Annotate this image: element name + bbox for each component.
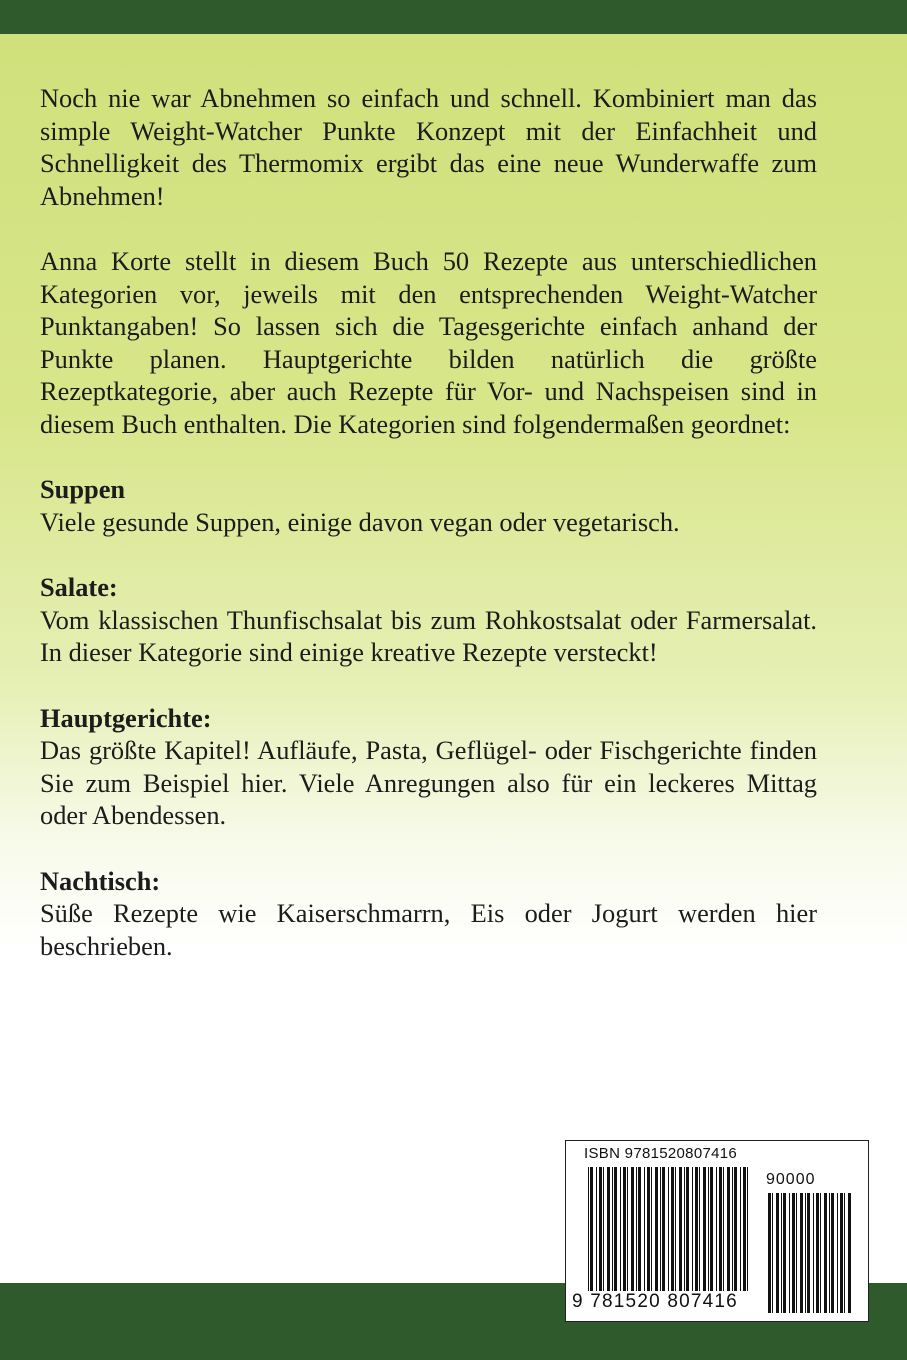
barcode-bar [662, 1167, 665, 1291]
barcode-bar [614, 1167, 617, 1291]
barcode-bar [829, 1193, 830, 1313]
barcode-bar [612, 1167, 613, 1291]
barcode-bar [686, 1167, 689, 1291]
barcode-bar [800, 1193, 803, 1313]
barcode-bar [603, 1167, 604, 1291]
barcode-bar [781, 1193, 782, 1313]
barcode-bar [848, 1193, 851, 1313]
barcode-bar [740, 1167, 741, 1291]
barcode-bar [719, 1167, 722, 1291]
barcode-bar [660, 1167, 661, 1291]
barcode-bar [638, 1167, 641, 1291]
back-cover-text [40, 82, 817, 995]
barcode-bar [824, 1193, 827, 1313]
barcode-bar [831, 1193, 834, 1313]
barcode-bar [807, 1193, 810, 1313]
barcode-bar [816, 1193, 819, 1313]
barcode-bar [723, 1167, 724, 1291]
barcode-bar [820, 1193, 821, 1313]
category-description: Vom klassischen Thunfischsalat bis zum Rohkostsalat oder Farmersalat. In dieser Kategorie sind einige kreative Rezepte versteckt! [40, 604, 817, 667]
barcode-bar [727, 1167, 730, 1291]
barcode-bar [671, 1167, 674, 1291]
category-salate [40, 571, 817, 669]
barcode-bar [789, 1193, 790, 1313]
barcode-bar [708, 1167, 709, 1291]
isbn-barcode [565, 1140, 869, 1322]
category-hauptgerichte [40, 702, 817, 832]
category-nachtisch [40, 865, 817, 963]
barcode-bar [692, 1167, 693, 1291]
barcode-bar [840, 1193, 843, 1313]
barcode-bar [623, 1167, 626, 1291]
top-band [0, 0, 907, 34]
barcode-bar [743, 1167, 746, 1291]
isbn-label: ISBN 9781520807416 [584, 1145, 738, 1162]
category-description: Süße Rezepte wie Kaiserschmarrn, Eis oder Jogurt werden hier beschrieben. [40, 898, 817, 961]
category-description: Das größte Kapitel! Aufläufe, Pasta, Geflügel- oder Fischgerichte finden Sie zum Beispiel hier. Viele Anregungen also für ein leckeres Mittag oder Abendessen. [40, 735, 817, 830]
barcode-bar [768, 1193, 771, 1313]
barcode-bar [710, 1167, 713, 1291]
barcode-bar [813, 1193, 814, 1313]
barcode-bar [783, 1193, 786, 1313]
barcode-bar [627, 1167, 628, 1291]
barcode-bar [699, 1167, 700, 1291]
price-code: 90000 [766, 1171, 816, 1188]
barcode-bar [599, 1167, 602, 1291]
category-suppen [40, 473, 817, 538]
barcode-bar [684, 1167, 685, 1291]
barcode-bar [747, 1167, 748, 1291]
barcode-bar [716, 1167, 717, 1291]
category-heading: Salate: [40, 572, 118, 602]
barcode-bar [607, 1167, 610, 1291]
barcode-bar [695, 1167, 698, 1291]
barcode-bar [679, 1167, 682, 1291]
category-heading: Suppen [40, 474, 126, 504]
barcode-bar [675, 1167, 676, 1291]
barcode-bar [655, 1167, 658, 1291]
category-description: Viele gesunde Suppen, einige davon vegan oder vegetarisch. [40, 506, 680, 537]
barcode-bar [636, 1167, 637, 1291]
barcode-bar [596, 1167, 597, 1291]
barcode-bar [732, 1167, 733, 1291]
barcode-bar [631, 1167, 634, 1291]
barcode-bar [644, 1167, 645, 1291]
category-heading: Hauptgerichte: [40, 702, 212, 733]
barcode-bar [590, 1167, 593, 1291]
intro-paragraph-1: Noch nie war Abnehmen so einfach und schnell. Kombiniert man das simple Weight-Watcher Punkte Konzept mit der Einfachheit und Schnelligkeit des Thermomix ergibt das eine neue Wunderwaffe zum Abnehmen! [40, 83, 817, 211]
barcode-bar [776, 1193, 779, 1313]
barcode-bar [837, 1193, 838, 1313]
barcode-bar [844, 1193, 845, 1313]
barcode-bar [620, 1167, 621, 1291]
barcode-bar [651, 1167, 652, 1291]
barcode-bar [668, 1167, 669, 1291]
barcode-bar [792, 1193, 795, 1313]
barcode-bar [796, 1193, 797, 1313]
category-heading: Nachtisch: [40, 865, 161, 896]
barcode-bar [734, 1167, 737, 1291]
barcode-bar [703, 1167, 706, 1291]
ean-digits: 9 781520 807416 [572, 1291, 738, 1312]
barcode-bar [805, 1193, 806, 1313]
barcode-bar [647, 1167, 650, 1291]
barcode-bar [772, 1193, 773, 1313]
barcode-bar [588, 1167, 589, 1291]
intro-paragraph-2: Anna Korte stellt in diesem Buch 50 Rezepte aus unterschiedlichen Kategorien vor, jeweils mit den entsprechenden Weight-Watcher Punktangaben! So lassen sich die Tagesgerichte einfach anhand der Punkte planen. Hauptgerichte bilden natürlich die größte Rezeptkategorie, aber auch Rezepte für Vor- und Nachspeisen sind in diesem Buch enthalten. Die Kategorien sind folgendermaßen geordnet: [40, 246, 817, 439]
